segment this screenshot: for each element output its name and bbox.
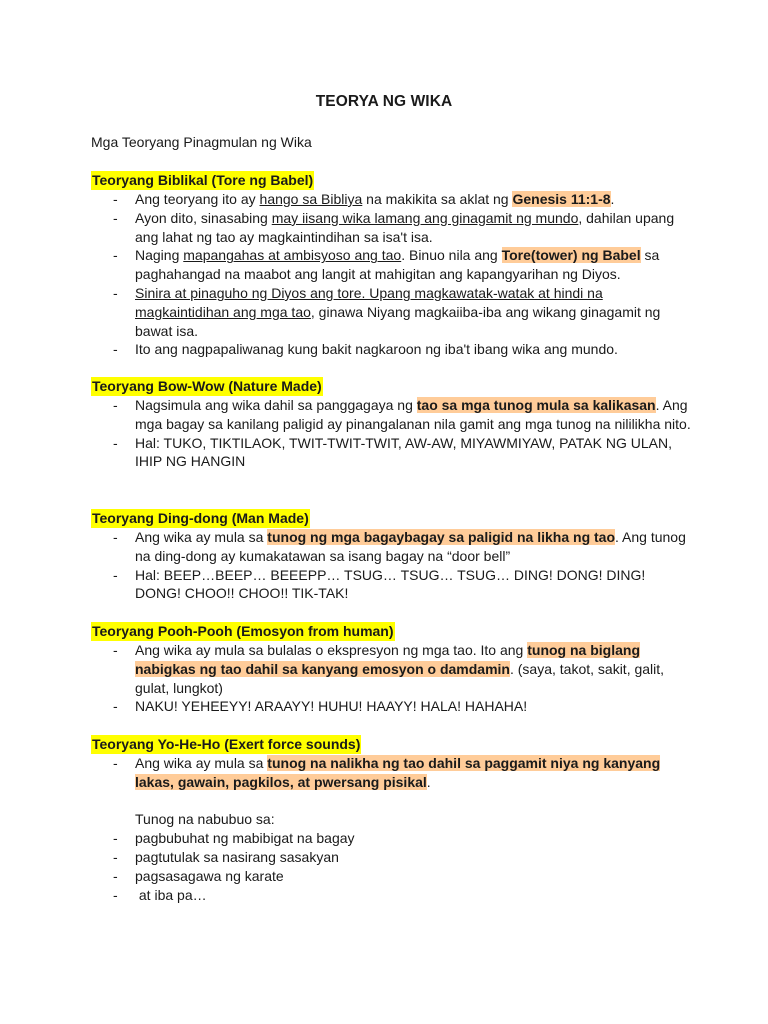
list-item: - Sinira at pinaguho ng Diyos ang tore. Upang magkawatak-watak at hindi na magkaintidihan ang mga tao, ginawa Niyang magkaiiba-iba ang wikang ginagamit ng bawat isa. [91,284,691,340]
page-title: TEORYA NG WIKA [315,93,453,110]
list-item: - Hal: BEEP…BEEP… BEEEPP… TSUG… TSUG… TSUG… DING! DONG! DING! DONG! CHOO!! CHOO!! TIK-TAK! [91,566,691,604]
bullet-list [91,641,691,716]
section-biblikal [91,171,691,359]
bullet-list [91,396,691,471]
section-ding-dong [91,509,691,603]
list-item: - NAKU! YEHEEYY! ARAAYY! HUHU! HAAYY! HALA! HAHAHA! [91,697,691,716]
section-pooh-pooh [91,622,691,716]
list-item: - Naging mapangahas at ambisyoso ang tao. Binuo nila ang Tore(tower) ng Babel sa paghahangad na maabot ang langit at mahigitan ang kapangyarihan ng Diyos. [91,246,691,284]
section-bow-wow [91,377,691,471]
list-item: - Hal: TUKO, TIKTILAOK, TWIT-TWIT-TWIT, AW-AW, MIYAWMIYAW, PATAK NG ULAN, IHIP NG HANGIN [91,434,691,472]
list-item: - pagsasagawa ng karate [91,867,691,886]
list-item: - Ito ang nagpapaliwanag kung bakit nagkaroon ng iba't ibang wika ang mundo. [91,340,691,359]
page-subtitle: Mga Teoryang Pinagmulan ng Wika [91,134,312,150]
section-heading: Teoryang Yo-He-Ho (Exert force sounds) [92,736,361,752]
list-item: - Nagsimula ang wika dahil sa panggagaya ng tao sa mga tunog mula sa kalikasan. Ang mga bagay sa kanilang paligid ay pinangalanan nila gamit ang mga tunog na nililikha nito. [91,396,691,434]
section-note: Tunog na nabubuo sa: [135,811,275,828]
bullet-list [91,829,691,904]
list-item: - Ang wika ay mula sa tunog na nalikha ng tao dahil sa paggamit niya ng kanyang lakas, gawain, pagkilos, at pwersang pisikal. [91,754,691,792]
list-item: - Ang wika ay mula sa tunog ng mga bagaybagay sa paligid na likha ng tao. Ang tunog na ding-dong ay kumakatawan sa isang bagay na “door bell” [91,528,691,566]
bullet-list [91,528,691,603]
section-heading: Teoryang Ding-dong (Man Made) [92,510,309,526]
list-item: - Ang teoryang ito ay hango sa Bibliya na makikita sa aklat ng Genesis 11:1-8. [91,190,691,209]
section-heading: Teoryang Bow-Wow (Nature Made) [92,378,322,394]
bullet-list [91,754,691,792]
section-heading: Teoryang Pooh-Pooh (Emosyon from human) [92,623,394,639]
list-item: - pagbubuhat ng mabibigat na bagay [91,829,691,848]
section-yo-he-ho [91,735,691,904]
list-item: - Ang wika ay mula sa bulalas o ekspresyon ng mga tao. Ito ang tunog na biglang nabigkas ng tao dahil sa kanyang emosyon o damdamin. (saya, takot, sakit, galit, gulat, lungkot) [91,641,691,697]
bullet-list [91,190,691,359]
list-item: - pagtutulak sa nasirang sasakyan [91,848,691,867]
section-heading: Teoryang Biblikal (Tore ng Babel) [92,172,314,188]
list-item: - Ayon dito, sinasabing may iisang wika lamang ang ginagamit ng mundo, dahilan upang ang lahat ng tao ay magkaintindihan sa isa't isa. [91,209,691,247]
list-item: - at iba pa… [91,886,691,905]
